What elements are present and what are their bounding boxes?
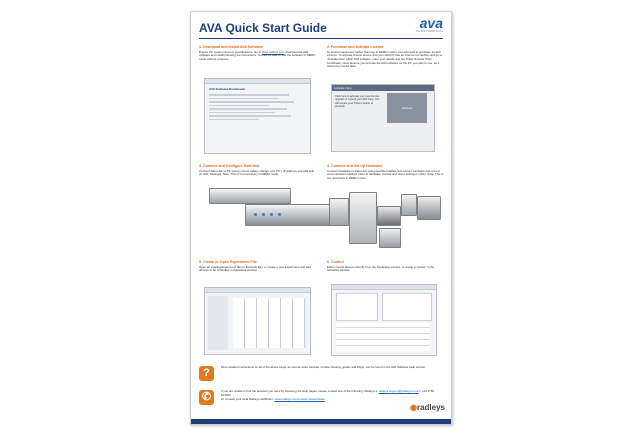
section-control (327, 260, 444, 273)
help-footer (199, 364, 443, 412)
section-heading: 6. Control (327, 260, 344, 264)
chiller-device (349, 192, 377, 244)
section-licence (327, 45, 444, 69)
ava-logo (416, 17, 443, 33)
section-heading: 2. Purchase and Activate Licence (327, 45, 384, 49)
section-hardware (327, 164, 444, 181)
schedule-window-screenshot (331, 284, 437, 356)
section-heading: 4. Connect and Set Up Hardware (327, 164, 383, 168)
download-page-screenshot (204, 78, 311, 154)
contact-text: If you are unable to find the answers you need by browsing the Help pages, please contact one of the following: Radleys e: radleys.support@radleys.co.uk t: +44 1799 513320 Or Contact your local Radleys distributor: www.radleys.com/contact-us/worldwide (221, 389, 434, 401)
document-title: AVA Quick Start Guide (199, 21, 327, 35)
section-text: Connect hardware to Data Hub using specified cables, and ensure hardware has correct communication settings (refer to hardware manual and driver settings in AVA). Note: This is not necessary in DEMO mode. (327, 169, 444, 180)
support-email-link[interactable]: radleys.support@radleys.co.uk (378, 389, 419, 393)
section-text: Either control devices directly from the Apparatus window, or create a "recipe" in the Schedule window. (327, 265, 435, 273)
data-hub-unit-front (245, 204, 335, 226)
activate-title: Activate Now (332, 85, 434, 91)
bottom-bar (191, 419, 451, 424)
help-row (199, 364, 443, 386)
hardware-photo (327, 188, 445, 248)
title-rule (199, 38, 443, 39)
ava-logo-word: ava (419, 15, 443, 31)
ava-logo-tagline: AVA SOFTWARE SUITE (415, 30, 443, 33)
pump-device (401, 194, 417, 216)
section-heading: 5. Create or Open Experiment File (199, 260, 257, 264)
quick-start-document (190, 11, 452, 425)
support-phone: t: +44 1799 513320 (221, 389, 434, 397)
activate-screenshot (331, 84, 435, 152)
apparatus-window-screenshot (204, 287, 311, 355)
radleys-logo: ◉radleys (409, 403, 445, 412)
section-text: Open an existing Experiment file (or Example file), or create a new Experiment and add devices to be controlled in Apparatus window. (199, 265, 311, 273)
section-heading: 1. Download and Install AVA Software (199, 45, 263, 49)
help-icon: ? (199, 366, 214, 381)
contact-icon: ✆ (199, 390, 214, 405)
activate-button[interactable]: Activate (387, 93, 427, 123)
section-text: Ensure PC meets minimum specifications. Go to www.radleys.com download the AVA software and install following the instructions. You will be able to use the software in DEMO mode without a licence. (199, 50, 316, 61)
section-heading: 3. Connect and Configure Data Hub (199, 164, 260, 168)
section-text: Connect Data Hub to PC (using correct cable), change your PC's IP address and add Hub (in AVA, Settings). Note: This is not necessary in DEMO mode. (199, 169, 315, 177)
heater-device (379, 228, 401, 248)
section-experiment (199, 260, 316, 273)
activate-text: Click here to activate your new licence, upgrade or extend your AVA Care. You will require your Ticket number to proceed. (335, 95, 380, 109)
thermostat-device (329, 198, 349, 226)
radleys-link[interactable]: www.radleys.com (261, 50, 285, 54)
stirrer-device (377, 206, 401, 226)
help-text: More detailed instructions on all of the above steps, as well as video tutorials, trouble shooting guides and FAQs, can be found in the AVA Software Help section. (221, 365, 426, 369)
data-hub-unit-rear (209, 188, 291, 204)
section-text: To control equipment (rather than use in DEMO mode), you will need to purchase an AVA Licence. To activate licence ensure that your AVA PC has an internet connection and go to 'Activate Now' within AVA software, enter your details and the Ticket Number (from Certificate). Note: Ensure you Activate the AVA software on the PC you plan to use, as it cannot be moved later. (327, 50, 443, 69)
section-data-hub (199, 164, 316, 177)
download-page-title: AVA Software Downloads (209, 87, 246, 91)
balance-device (417, 196, 441, 220)
section-download (199, 45, 316, 62)
distributor-link[interactable]: www.radleys.com/contact-us/worldwide (274, 396, 325, 401)
contact-row (199, 388, 443, 410)
